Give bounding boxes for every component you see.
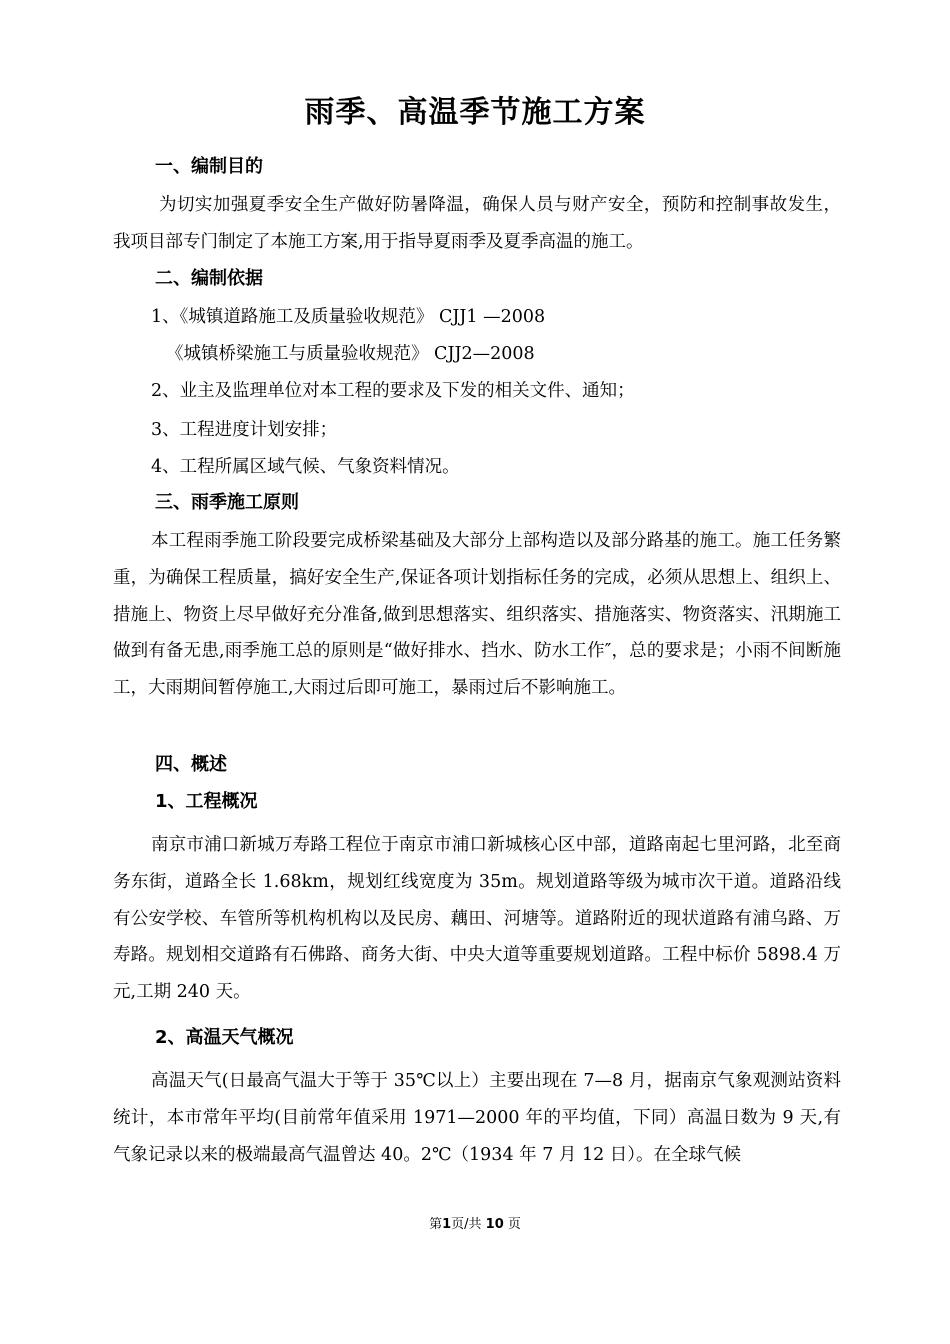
section-heading-purpose: 一、编制目的	[155, 156, 263, 177]
basis-item-3: 3、工程进度计划安排；	[151, 420, 338, 440]
page-title: 雨季、高温季节施工方案	[304, 95, 646, 130]
paragraph-purpose: 为切实加强夏季安全生产做好防暑降温，确保人员与财产安全，预防和控制事故发生，我项目部专门制定了本施工方案,用于指导夏雨季及夏季高温的施工。	[113, 195, 841, 252]
basis-item-4: 4、工程所属区域气候、气象资料情况。	[151, 457, 460, 477]
section-heading-overview: 四、概述	[155, 754, 227, 775]
footer-prefix: 第	[429, 1217, 443, 1232]
basis-item-2: 2、业主及监理单位对本工程的要求及下发的相关文件、通知；	[151, 381, 635, 401]
footer-middle: 页/共	[451, 1217, 486, 1232]
basis-item-1: 1、《城镇道路施工及质量验收规范》 CJJ1 —2008	[151, 307, 546, 327]
subsection-heading-heat: 2、高温天气概况	[155, 1027, 294, 1048]
footer-suffix: 页	[503, 1217, 521, 1232]
subsection-heading-project: 1、工程概况	[155, 791, 258, 812]
paragraph-principles: 本工程雨季施工阶段要完成桥梁基础及大部分上部构造以及部分路基的施工。施工任务繁重，为确保工程质量，搞好安全生产,保证各项计划指标任务的完成，必须从思想上、组织上、措施上、物资上尽早做好充分准备,做到思想落实、组织落实、措施落实、物资落实、汛期施工做到有备无患,雨季施工总的原则是“做好排水、挡水、防水工作″，总的要求是；小雨不间断施工，大雨期间暂停施工,大雨过后即可施工，暴雨过后不影响施工。	[113, 531, 841, 699]
paragraph-heat: 高温天气(日最高气温大于等于 35℃以上）主要出现在 7—8 月，据南京气象观测站资料统计，本市常年平均(目前常年值采用 1971—2000 年的平均值，下同）高温日数为 9 天,有气象记录以来的极端最高气温曾达 40。2℃（1934 年 7 月 12 日）。在全球气候	[113, 1071, 841, 1165]
footer-total-pages: 10	[485, 1217, 504, 1232]
page-footer	[0, 1216, 950, 1234]
footer-page-number: 1	[442, 1217, 452, 1232]
section-heading-principles: 三、雨季施工原则	[155, 492, 299, 513]
basis-item-1b: 《城镇桥梁施工与质量验收规范》 CJJ2—2008	[166, 344, 535, 364]
section-heading-basis: 二、编制依据	[155, 268, 263, 289]
paragraph-project: 南京市浦口新城万寿路工程位于南京市浦口新城核心区中部，道路南起七里河路，北至商务东街，道路全长 1.68km，规划红线宽度为 35m。规划道路等级为城市次干道。道路沿线有公安学校、车管所等机构机构以及民房、藕田、河塘等。道路附近的现状道路有浦乌路、万寿路。规划相交道路有石佛路、商务大街、中央大道等重要规划道路。工程中标价 5898.4 万元,工期 240 天。	[113, 835, 841, 1003]
